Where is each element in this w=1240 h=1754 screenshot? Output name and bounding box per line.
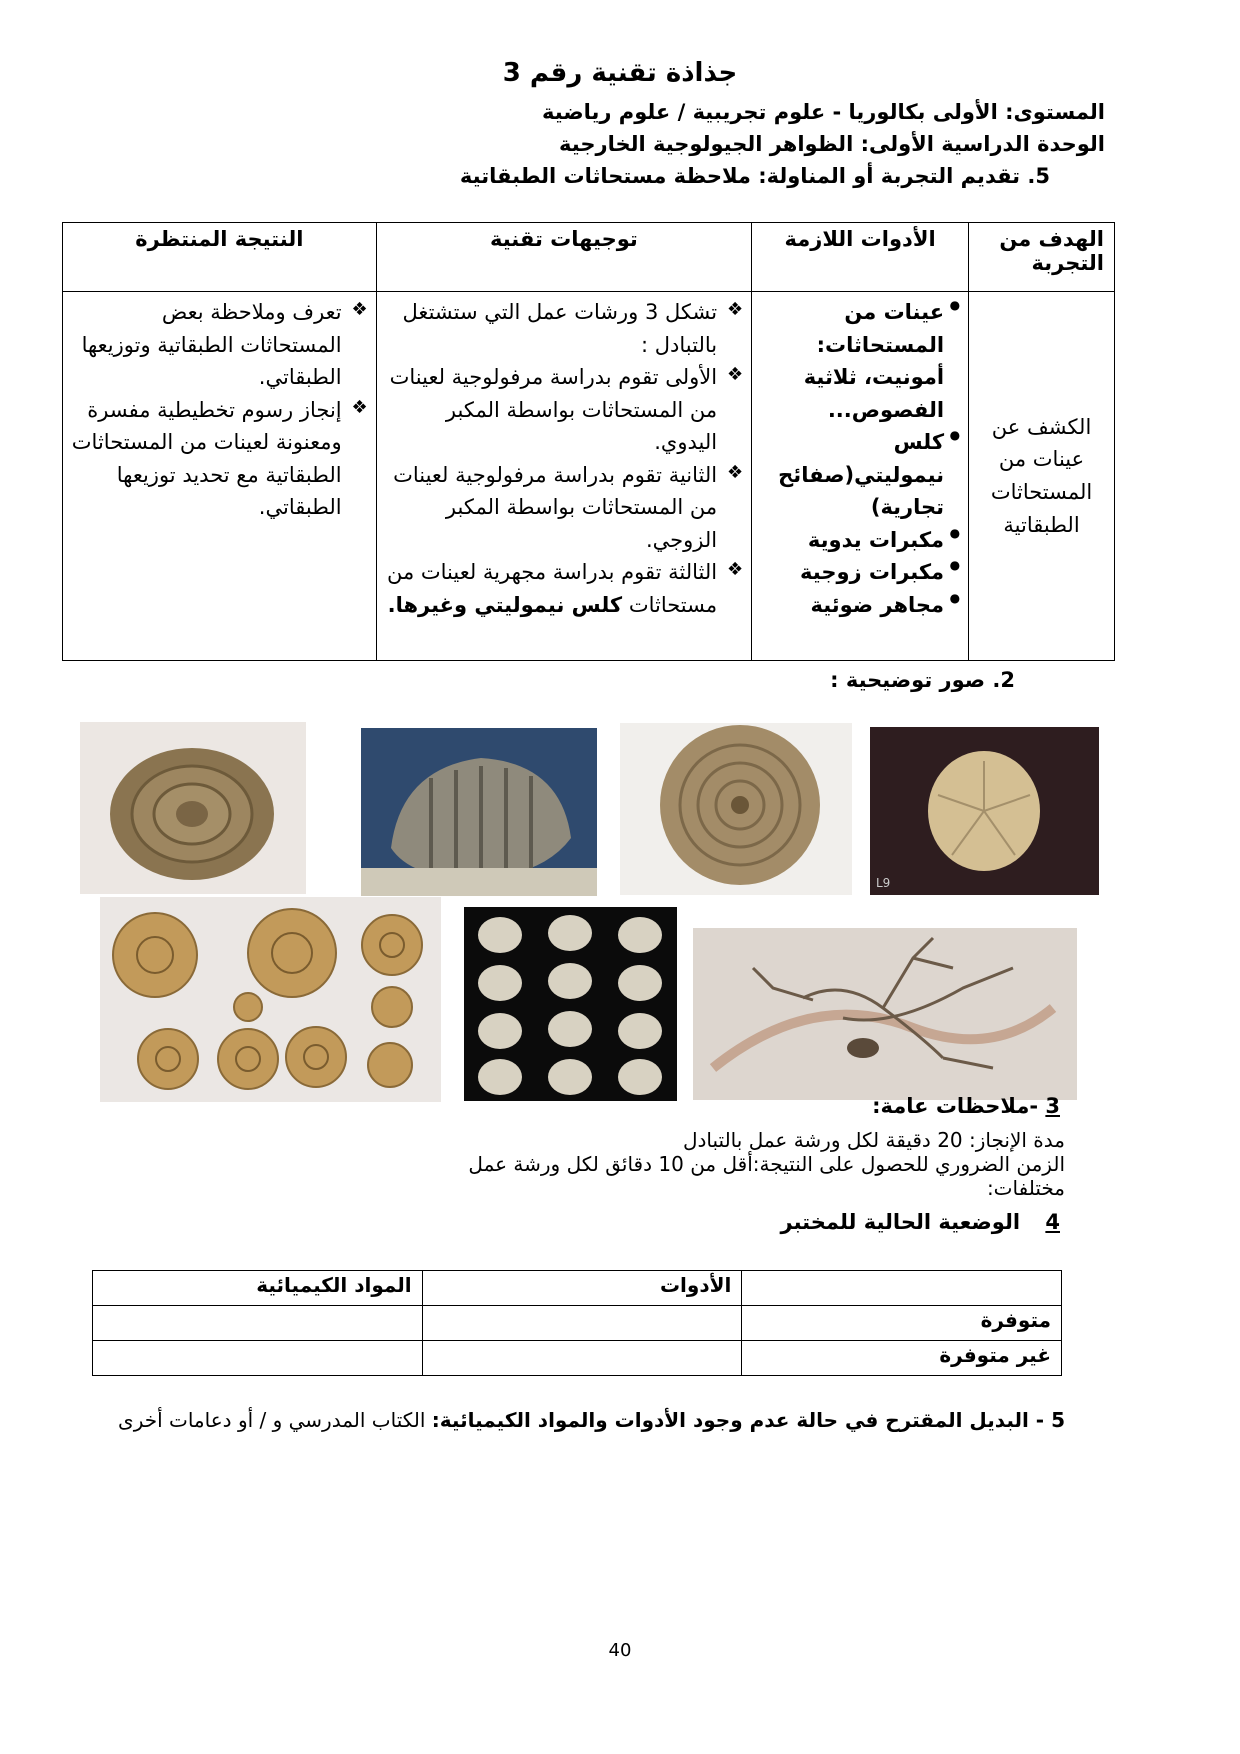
- photo-label: L9: [876, 876, 891, 890]
- page-number: 40: [608, 1640, 632, 1661]
- status-cell: [93, 1306, 423, 1341]
- tools-list: [760, 296, 960, 621]
- section4-heading-line: [781, 1210, 1060, 1234]
- result-list: [71, 296, 368, 524]
- guidance-item: ❖ تشكل 3 ورشات عمل التي ستشتغل بالتبادل :: [385, 296, 743, 361]
- result-item: ❖ تعرف وملاحظة بعض المستحاثات الطبقاتية وتوزيعها الطبقاتي.: [71, 296, 368, 394]
- result-item: ❖ إنجاز رسوم تخطيطية مفسرة ومعنونة لعينات من المستحاثات الطبقاتية مع تحديد توزيعها الطبقاتي.: [71, 394, 368, 524]
- header-guidance: توجيهات تقنية: [376, 223, 751, 292]
- section5-heading: 5. تقديم التجربة أو المناولة: ملاحظة مستحاثات الطبقاتية: [459, 164, 1050, 188]
- trilobite-photo: [361, 728, 597, 896]
- header-tools: الأدوات اللازمة: [752, 223, 969, 292]
- guidance-item-last: [385, 556, 743, 621]
- guidance-item: ❖ الثانية تقوم بدراسة مرفولوجية لعينات من المستحاثات بواسطة المكبر الزوجي.: [385, 459, 743, 557]
- echinoid-icon: [870, 727, 1099, 895]
- header-result: النتيجة المنتظرة: [63, 223, 377, 292]
- guidance-item: ❖ الأولى تقوم بدراسة مرفولوجية لعينات من المستحاثات بواسطة المكبر اليدوي.: [385, 361, 743, 459]
- level-line: المستوى: الأولى بكالوريا - علوم تجريبية / علوم رياضية: [542, 100, 1105, 124]
- page-title: جذاذة تقنية رقم 3: [502, 58, 738, 88]
- result-cell: [63, 292, 377, 661]
- status-row-available: متوفرة: [742, 1306, 1062, 1341]
- status-header-chemicals: المواد الكيميائية: [93, 1271, 423, 1306]
- goal-cell: [969, 292, 1115, 661]
- nummulites-icon: [464, 907, 677, 1101]
- section4-heading: الوضعية الحالية للمختبر: [780, 1210, 1021, 1234]
- ammonite-icon: [620, 723, 852, 895]
- tool-item: ● عينات من المستحاثات: أمونيت، ثلاثية الفصوص...: [760, 296, 960, 426]
- guidance-last-prefix: الثالثة تقوم بدراسة مجهرية لعينات من مستحاثات: [386, 560, 718, 617]
- alternative-label: 5 - البديل المقترح في حالة عدم وجود الأدوات والمواد الكيميائية:: [431, 1408, 1065, 1432]
- general-notes: [385, 1128, 1065, 1200]
- header-goal: الهدف من التجربة: [969, 223, 1115, 292]
- tool-item: ● مجاهر ضوئية: [760, 589, 960, 622]
- unit-line: الوحدة الدراسية الأولى: الظواهر الجيولوجية الخارجية: [559, 132, 1105, 156]
- status-row-unavailable: غير متوفرة: [742, 1341, 1062, 1376]
- lab-status-table: [92, 1270, 1062, 1376]
- ammonite-side-photo: [80, 722, 306, 894]
- ammonite-icon: [80, 722, 306, 894]
- section4-number: 4: [1045, 1210, 1060, 1234]
- notes-duration: مدة الإنجاز: 20 دقيقة لكل ورشة عمل بالتبادل: [682, 1128, 1065, 1152]
- tool-item: ● مكبرات يدوية: [760, 524, 960, 557]
- sea-urchin-photo: [870, 727, 1099, 895]
- status-cell: [422, 1341, 742, 1376]
- goal-text: الكشف عن عينات من المستحاثات الطبقاتية: [990, 414, 1093, 537]
- guidance-cell: [376, 292, 751, 661]
- status-cell: [422, 1306, 742, 1341]
- alternative-value: الكتاب المدرسي و / أو دعامات أخرى: [118, 1408, 426, 1432]
- status-corner-cell: [742, 1271, 1062, 1306]
- status-cell: [93, 1341, 423, 1376]
- nummulites-photo: [464, 907, 677, 1101]
- experiment-table: [62, 222, 1115, 661]
- ammonite-flat-photo: [620, 723, 852, 895]
- status-header-tools-label: الأدوات: [659, 1273, 732, 1297]
- tool-item: ● كلس نيموليتي(صفائح تجارية): [760, 426, 960, 524]
- guidance-list: [385, 296, 743, 621]
- section3-heading: -ملاحظات عامة:: [872, 1094, 1039, 1118]
- alternative-line: [118, 1408, 1065, 1432]
- trilobite-icon: [361, 728, 597, 896]
- section2-heading: 2. صور توضيحية :: [830, 668, 1015, 692]
- notes-time-needed: الزمن الضروري للحصول على النتيجة:أقل من 10 دقائق لكل ورشة عمل مختلفات:: [468, 1152, 1065, 1200]
- bird-fossil-icon: [693, 928, 1077, 1100]
- section3-number: 3: [1045, 1094, 1060, 1118]
- guidance-last-bold: كلس نيموليتي وغيرها.: [387, 592, 623, 617]
- archaeopteryx-photo: [693, 928, 1077, 1100]
- section3-heading-line: [872, 1094, 1060, 1118]
- tools-cell: [752, 292, 969, 661]
- status-header-tools: [422, 1271, 742, 1306]
- tool-item: ● مكبرات زوجية: [760, 556, 960, 589]
- ammonite-collection-photo: [100, 897, 441, 1102]
- ammonite-group-icon: [100, 897, 441, 1102]
